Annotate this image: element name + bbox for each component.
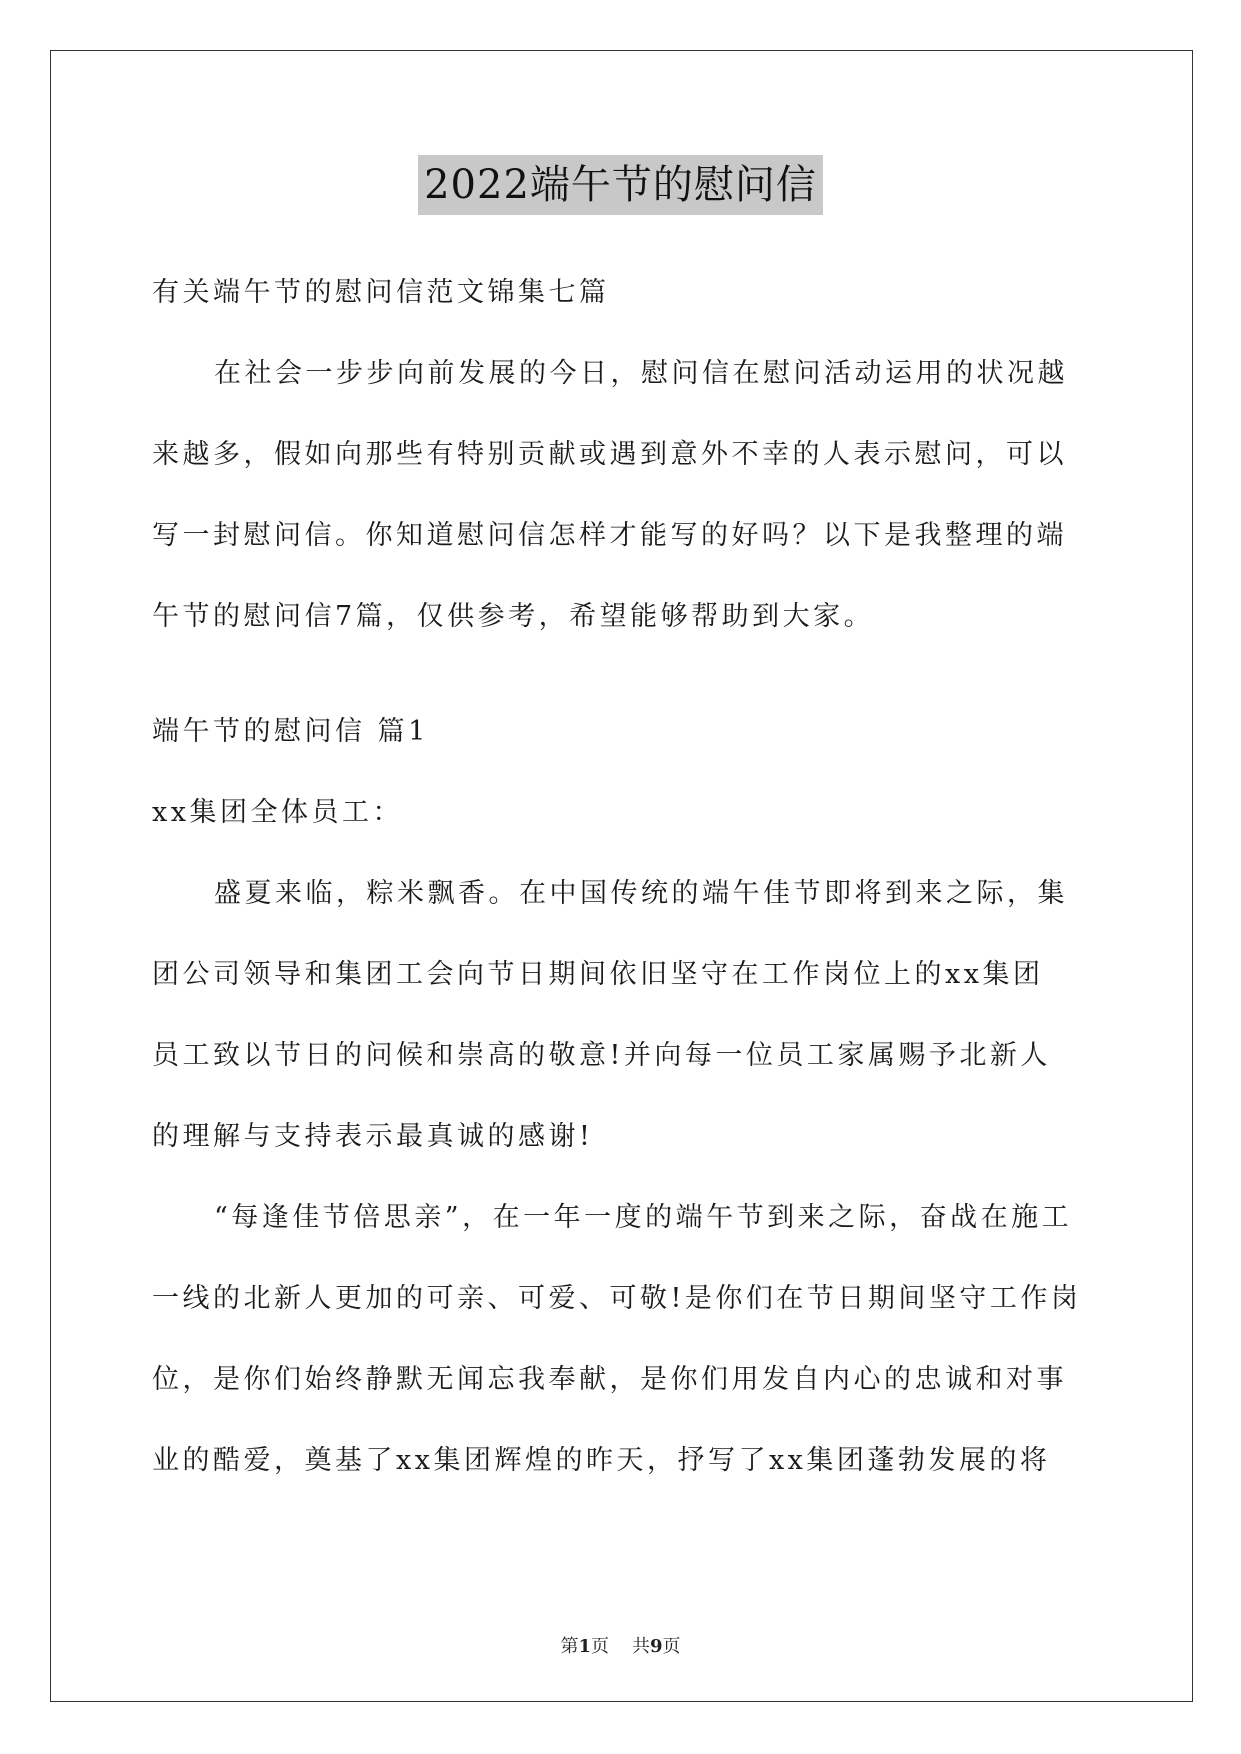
footer-total-unit: 页 — [662, 1636, 681, 1657]
document-subtitle: 有关端午节的慰问信范文锦集七篇 — [152, 277, 610, 308]
paragraph-line: 盛夏来临，粽米飘香。在中国传统的端午佳节即将到来之际，集 — [214, 878, 1068, 909]
intro-line: 在社会一步步向前发展的今日，慰问信在慰问活动运用的状况越 — [214, 358, 1068, 389]
section-gap — [152, 657, 1094, 691]
paragraph-line: 的理解与支持表示最真诚的感谢! — [152, 1121, 594, 1152]
paragraph-line: 员工致以节日的问候和崇高的敬意!并向每一位员工家属赐予北新人 — [152, 1040, 1051, 1071]
paragraph-line: 一线的北新人更加的可亲、可爱、可敬!是你们在节日期间坚守工作岗 — [152, 1283, 1082, 1314]
footer-page-unit: 页 — [591, 1636, 610, 1657]
intro-line: 午节的慰问信7篇，仅供参考，希望能够帮助到大家。 — [152, 601, 875, 632]
section-heading: 端午节的慰问信 篇1 — [152, 716, 429, 747]
total-pages-number: 9 — [649, 1636, 663, 1657]
footer-total-prefix: 共 — [631, 1636, 650, 1657]
letter-paragraph-1 — [152, 853, 1094, 1177]
salutation: xx集团全体员工： — [152, 797, 403, 828]
footer-prefix: 第 — [560, 1636, 579, 1657]
intro-paragraph — [152, 333, 1094, 657]
paragraph-line: 业的酷爱，奠基了xx集团辉煌的昨天，抒写了xx集团蓬勃发展的将 — [152, 1445, 1051, 1476]
paragraph-line: “每逢佳节倍思亲”，在一年一度的端午节到来之际，奋战在施工 — [214, 1202, 1073, 1233]
paragraph-line: 位，是你们始终静默无闻忘我奉献，是你们用发自内心的忠诚和对事 — [152, 1364, 1067, 1395]
document-title: 2022端午节的慰问信 — [418, 155, 823, 215]
current-page-number: 1 — [578, 1636, 592, 1657]
intro-line: 写一封慰问信。你知道慰问信怎样才能写的好吗？以下是我整理的端 — [152, 520, 1067, 551]
letter-paragraph-2 — [152, 1177, 1094, 1501]
paragraph-line: 团公司领导和集团工会向节日期间依旧坚守在工作岗位上的xx集团 — [152, 959, 1044, 990]
page-footer — [0, 1632, 1241, 1658]
document-body — [152, 252, 1094, 1501]
intro-line: 来越多，假如向那些有特别贡献或遇到意外不幸的人表示慰问，可以 — [152, 439, 1067, 470]
title-container — [0, 155, 1241, 215]
